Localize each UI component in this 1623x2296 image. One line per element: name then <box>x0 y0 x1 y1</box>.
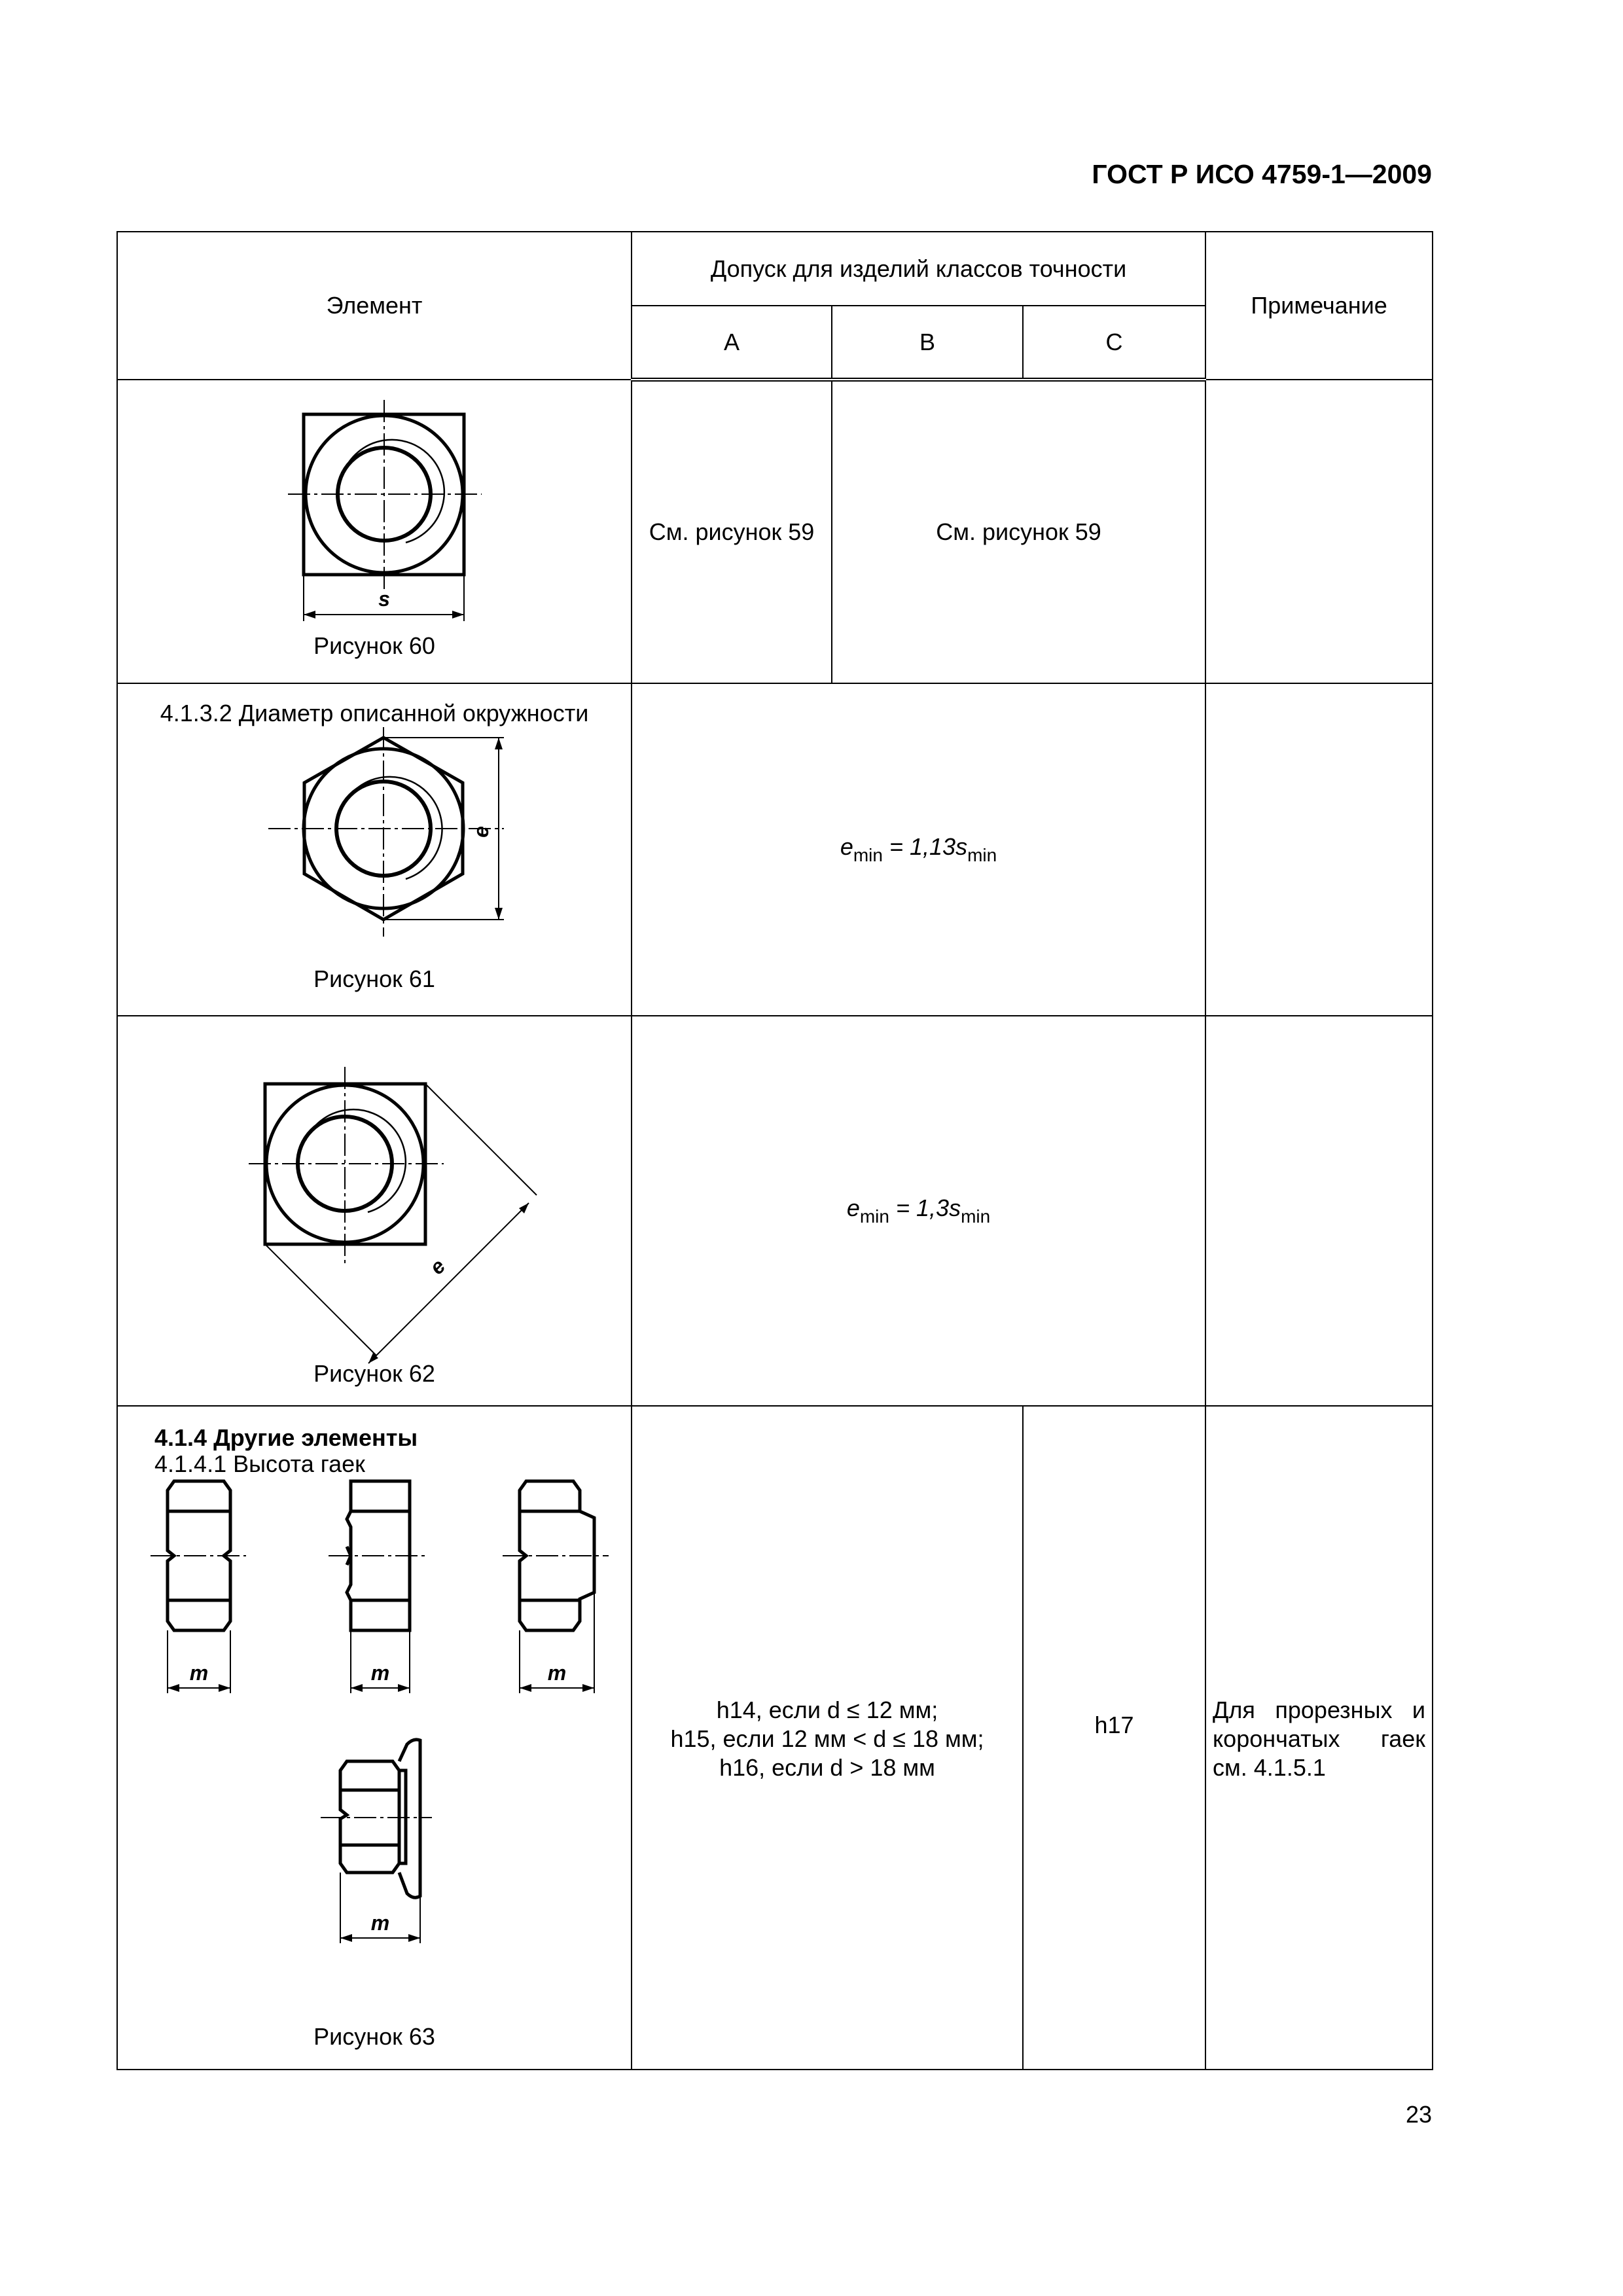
figure-61-cell <box>117 683 632 1016</box>
header-tolerance: Допуск для изделий классов точности <box>632 232 1205 306</box>
nut-height-title: 4.1.4.1 Высота гаек <box>154 1450 365 1477</box>
class-a-value: См. рисунок 59 <box>632 380 832 683</box>
formula-hex: $e_{min} = 1,13s_{min}$ <box>632 683 1205 1016</box>
note-empty <box>1205 380 1433 683</box>
header-class-c: C <box>1023 306 1205 380</box>
dimension-label-m: m <box>370 1911 390 1935</box>
tolerance-line: h16, если d > 18 мм <box>719 1754 935 1781</box>
figure-62-caption: Рисунок 62 <box>313 1360 435 1387</box>
dimension-label-e: e <box>425 1254 450 1280</box>
header-class-b: B <box>832 306 1023 380</box>
square-nut-diagonal-figure <box>118 1041 632 1381</box>
nut-heights-figure <box>118 1477 632 2027</box>
figure-60-cell <box>117 380 632 683</box>
figure-63-cell <box>117 1406 632 2070</box>
class-c-height-tolerance: h17 <box>1023 1406 1205 2070</box>
header-note: Примечание <box>1205 232 1433 380</box>
note-empty <box>1205 1016 1433 1406</box>
header-class-a: A <box>632 306 832 380</box>
figure-60-caption: Рисунок 60 <box>313 632 435 659</box>
page-number: 23 <box>1405 2101 1432 2128</box>
header-element: Элемент <box>117 232 632 380</box>
figure-62-cell <box>117 1016 632 1406</box>
tolerance-line: h15, если 12 мм < d ≤ 18 мм; <box>670 1725 984 1752</box>
section-title: 4.1.4 Другие элементы <box>154 1424 418 1451</box>
circumscribed-diameter-title: 4.1.3.2 Диаметр описанной окружности <box>160 700 589 726</box>
class-bc-value: См. рисунок 59 <box>832 380 1205 683</box>
note-empty <box>1205 683 1433 1016</box>
dimension-label-e: e <box>469 826 493 838</box>
tolerance-table <box>116 231 1433 2070</box>
class-ab-height-tolerance <box>632 1406 1023 2070</box>
tolerance-line: h14, если d ≤ 12 мм; <box>716 1696 938 1723</box>
figure-63-caption: Рисунок 63 <box>313 2023 435 2050</box>
document-id: ГОСТ Р ИСО 4759-1—2009 <box>1092 159 1432 189</box>
hex-nut-diameter-figure <box>118 727 632 950</box>
dimension-label-m: m <box>547 1661 567 1685</box>
dimension-label-s: s <box>378 587 390 611</box>
dimension-label-m: m <box>189 1661 209 1685</box>
formula-square: $e_{min} = 1,3s_{min}$ <box>632 1016 1205 1406</box>
note-slotted-nuts: Для прорезных и корончатых гаек см. 4.1.5.1 <box>1205 1406 1433 2070</box>
dimension-label-m: m <box>370 1661 390 1685</box>
figure-61-caption: Рисунок 61 <box>313 965 435 992</box>
